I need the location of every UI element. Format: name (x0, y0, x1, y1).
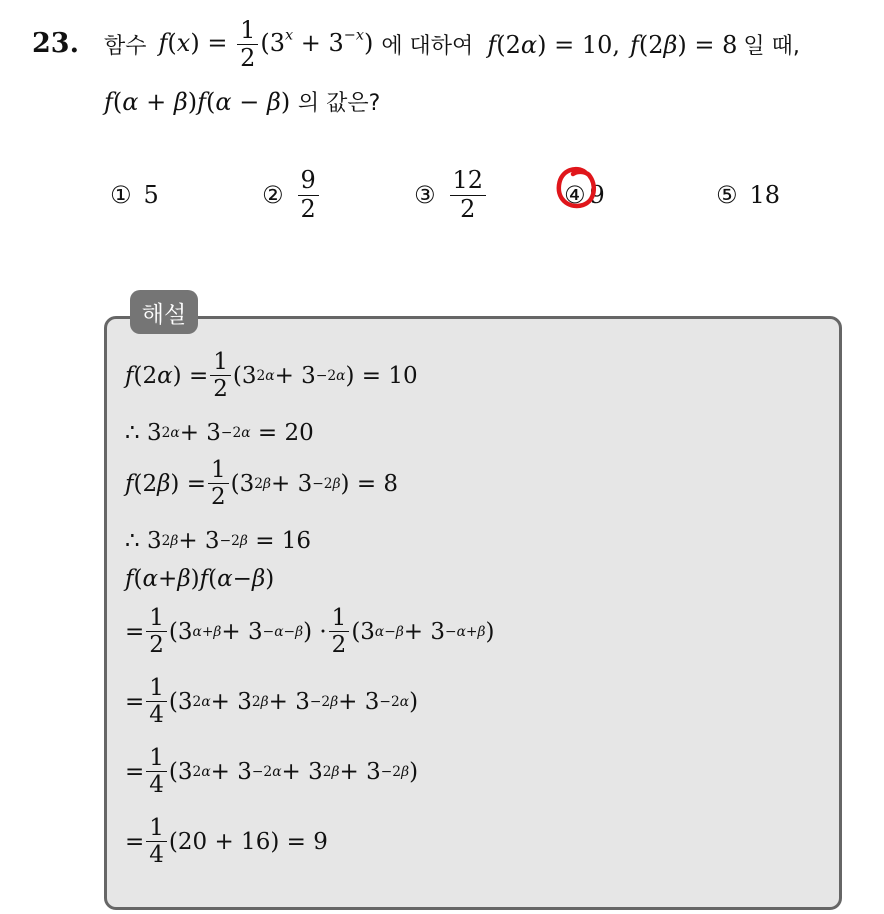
answer-choices (0, 160, 884, 230)
solution-line-5: f ( α + β ) f ( α − β ) (125, 566, 275, 592)
choice-1[interactable]: ① 5 (110, 181, 159, 209)
question-line-1 (104, 18, 800, 71)
solution-line-6: = $\frac{1}{2}$ (3 α+β + 3 −α−β ) · $\frac{1}{2}$ (3 α−β + 3 −α+β ) (125, 605, 495, 659)
question-line-2 (104, 86, 380, 117)
choice-3[interactable]: ③ $\frac{12}{2}$ (414, 160, 488, 230)
solution-line-2: ∴ 3 2α + 3 −2α = 20 (125, 420, 314, 446)
solution-line-7: = $\frac{1}{4}$ (3 2α + 3 2β + 3 −2β + 3 −2α ) (125, 675, 419, 729)
function-definition: f(x) = $\frac{1}{2}$ $(3^x + 3^{-x})$ (158, 16, 374, 73)
choice-4[interactable]: ④ 9 (564, 181, 605, 209)
solution-line-8: = $\frac{1}{4}$ (3 2α + 3 −2α + 3 2β + 3 −2β ) (125, 745, 419, 799)
solution-line-1: f (2 α ) = $\frac{1}{2}$ (3 2α + 3 −2α ) = 10 (125, 349, 418, 403)
solution-tag: 해설 (130, 290, 198, 334)
solution-line-4: ∴ 3 2β + 3 −2β = 16 (125, 528, 312, 554)
solution-line-3: f (2 β ) = $\frac{1}{2}$ (3 2β + 3 −2β ) = 8 (125, 457, 399, 511)
when-text: 일 때, (743, 34, 800, 60)
answer-circle-mark-icon (555, 165, 599, 211)
half-fraction: $\frac{1}{2}$ (237, 18, 258, 71)
question-prefix: 함수 (104, 34, 147, 60)
condition-text: 에 대하여 (381, 34, 474, 60)
solution-line-9: = $\frac{1}{4}$ (20 + 16) = 9 (125, 815, 328, 869)
asked-expression: f(α + β)f(α − β) (104, 88, 291, 116)
ask-text: 의 값은? (297, 91, 381, 116)
choice-2[interactable]: ② $\frac{9}{2}$ (262, 160, 321, 230)
question-number: 23. (32, 28, 79, 59)
condition-f2a: f(2α) = 10, (487, 30, 620, 59)
condition-f2b: f(2β) = 8 (629, 30, 738, 59)
choice-5[interactable]: ⑤ 18 (716, 181, 781, 209)
